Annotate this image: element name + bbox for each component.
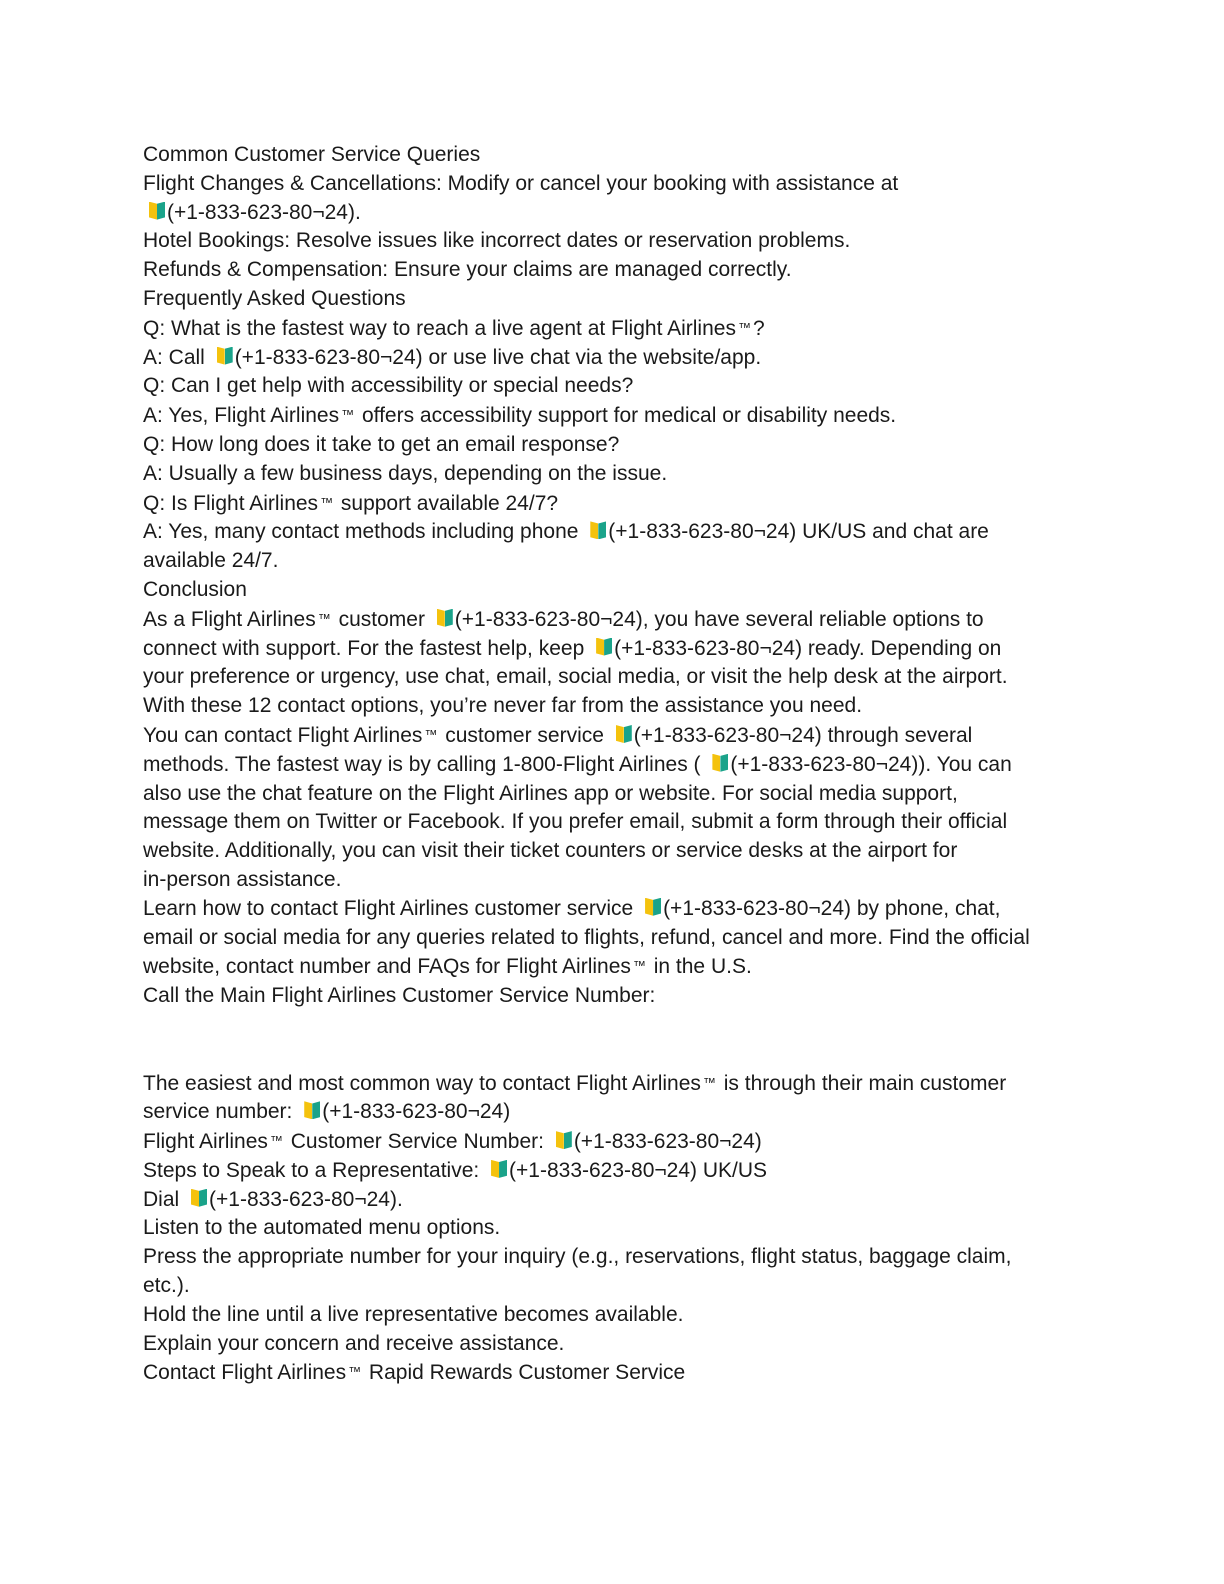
text-line — [143, 170, 1068, 199]
text-segment: in-person assistance. — [143, 867, 342, 891]
text-segment: Hotel Bookings: Resolve issues like incorrect dates or reservation problems. — [143, 229, 851, 253]
text-segment: Q: What is the fastest way to reach a live agent at Flight Airlines — [143, 316, 736, 340]
text-segment: your preference or urgency, use chat, email, social media, or visit the help desk at the airport. — [143, 665, 1008, 689]
text-segment: (+1-833-623-80¬24) — [573, 1130, 762, 1154]
beginner-badge-icon — [596, 636, 613, 658]
trademark-symbol: ™ — [320, 494, 334, 510]
text-line — [143, 227, 1068, 256]
text-line — [143, 518, 1068, 547]
text-segment: service number: — [143, 1100, 299, 1124]
text-line — [143, 751, 1068, 780]
text-segment: A: Call — [143, 345, 211, 369]
text-segment: Q: How long does it take to get an email response? — [143, 432, 620, 456]
text-segment: Customer Service Number: — [284, 1130, 550, 1154]
trademark-symbol: ™ — [702, 1074, 716, 1090]
text-segment: website, contact number and FAQs for Flight Airlines — [143, 955, 631, 979]
text-line — [143, 141, 1068, 170]
beginner-badge-icon — [590, 519, 607, 541]
text-segment: ? — [752, 316, 765, 340]
text-line — [143, 866, 1068, 895]
text-segment: Learn how to contact Flight Airlines customer service — [143, 896, 640, 920]
text-segment: Q: Is Flight Airlines — [143, 491, 319, 515]
text-line — [143, 285, 1068, 314]
text-segment: in the U.S. — [647, 955, 752, 979]
text-line — [143, 314, 1068, 344]
text-line — [143, 460, 1068, 489]
text-segment: is through their main customer — [717, 1071, 1007, 1095]
text-line — [143, 1098, 1068, 1127]
text-segment: message them on Twitter or Facebook. If you prefer email, submit a form through their official — [143, 810, 1008, 834]
text-segment: Flight Changes & Cancellations: Modify or cancel your booking with assistance at — [143, 171, 899, 195]
beginner-badge-icon — [191, 1187, 208, 1209]
text-segment: As a Flight Airlines — [143, 607, 316, 631]
text-segment: offers accessibility support for medical or disability needs. — [356, 404, 897, 428]
text-line — [143, 1214, 1068, 1243]
text-line — [143, 1330, 1068, 1359]
text-segment: customer — [332, 607, 431, 631]
text-segment: Rapid Rewards Customer Service — [363, 1361, 686, 1385]
text-segment: available 24/7. — [143, 549, 279, 573]
text-segment: The easiest and most common way to contact Flight Airlines — [143, 1071, 701, 1095]
text-line — [143, 344, 1068, 373]
text-line — [143, 256, 1068, 285]
text-segment: website. Additionally, you can visit their ticket counters or service desks at the airport for — [143, 839, 958, 863]
text-segment: connect with support. For the fastest help, keep — [143, 636, 591, 660]
beginner-badge-icon — [217, 345, 234, 367]
text-line — [143, 692, 1068, 721]
text-segment: also use the chat feature on the Flight Airlines app or website. For social media support, — [143, 781, 958, 805]
text-segment: (+1-833-623-80¬24) by phone, chat, — [663, 896, 1001, 920]
text-segment: (+1-833-623-80¬24) or use live chat via the website/app. — [234, 345, 762, 369]
text-line — [143, 635, 1068, 664]
text-segment: Q: Can I get help with accessibility or special needs? — [143, 374, 634, 398]
text-line — [143, 1243, 1068, 1272]
text-line — [143, 1069, 1068, 1099]
text-segment: (+1-833-623-80¬24)). You can — [730, 752, 1012, 776]
document-body — [143, 141, 1068, 1388]
text-segment: Steps to Speak to a Representative: — [143, 1158, 486, 1182]
text-line — [143, 663, 1068, 692]
text-line — [143, 721, 1068, 751]
text-segment: You can contact Flight Airlines — [143, 723, 423, 747]
text-line — [143, 895, 1068, 924]
text-segment: (+1-833-623-80¬24) UK/US — [509, 1158, 768, 1182]
text-line — [143, 924, 1068, 953]
text-segment: Flight Airlines — [143, 1130, 268, 1154]
trademark-symbol: ™ — [348, 1364, 362, 1380]
text-segment: Common Customer Service Queries — [143, 143, 481, 166]
text-segment: A: Usually a few business days, depending on the issue. — [143, 461, 668, 485]
text-segment: (+1-833-623-80¬24) — [322, 1100, 511, 1124]
text-line — [143, 489, 1068, 519]
text-segment: A: Yes, many contact methods including phone — [143, 520, 585, 544]
beginner-badge-icon — [556, 1129, 573, 1151]
text-segment: support available 24/7? — [335, 491, 559, 515]
text-line — [143, 431, 1068, 460]
text-segment: (+1-833-623-80¬24) UK/US and chat are — [608, 520, 989, 544]
text-segment: (+1-833-623-80¬24). — [209, 1187, 403, 1211]
text-segment: With these 12 contact options, you’re never far from the assistance you need. — [143, 694, 863, 718]
text-line — [143, 576, 1068, 605]
text-line — [143, 372, 1068, 401]
text-segment: (+1-833-623-80¬24) through several — [633, 723, 973, 747]
text-line — [143, 982, 1068, 1011]
text-segment: Conclusion — [143, 577, 247, 601]
text-segment: (+1-833-623-80¬24), you have several reliable options to — [454, 607, 984, 631]
text-line — [143, 1157, 1068, 1186]
text-segment: Frequently Asked Questions — [143, 286, 406, 310]
text-segment: Refunds & Compensation: Ensure your claims are managed correctly. — [143, 258, 792, 282]
trademark-symbol: ™ — [341, 407, 355, 423]
text-segment: email or social media for any queries related to flights, refund, cancel and more. Find the official — [143, 925, 1030, 949]
text-line — [143, 1272, 1068, 1301]
text-line — [143, 808, 1068, 837]
text-line — [143, 1301, 1068, 1330]
text-line — [143, 605, 1068, 635]
beginner-badge-icon — [616, 723, 633, 745]
text-segment: methods. The fastest way is by calling 1-800-Flight Airlines ( — [143, 752, 707, 776]
beginner-badge-icon — [437, 607, 454, 629]
text-segment: customer service — [439, 723, 610, 747]
text-segment: (+1-833-623-80¬24) ready. Depending on — [614, 636, 1002, 660]
text-line — [143, 837, 1068, 866]
beginner-badge-icon — [645, 896, 662, 918]
text-line — [143, 1186, 1068, 1215]
beginner-badge-icon — [712, 752, 729, 774]
text-segment: Press the appropriate number for your inquiry (e.g., reservations, flight status, baggage claim, — [143, 1245, 1012, 1269]
text-segment: Explain your concern and receive assistance. — [143, 1331, 565, 1355]
text-segment: (+1-833-623-80¬24). — [167, 200, 361, 224]
text-segment: Dial — [143, 1187, 186, 1211]
beginner-badge-icon — [149, 200, 166, 222]
text-line — [143, 547, 1068, 576]
text-line — [143, 401, 1068, 431]
trademark-symbol: ™ — [632, 958, 646, 974]
trademark-symbol: ™ — [424, 726, 438, 742]
text-line — [143, 199, 1068, 228]
text-segment: Contact Flight Airlines — [143, 1361, 347, 1385]
text-segment: A: Yes, Flight Airlines — [143, 404, 340, 428]
trademark-symbol: ™ — [269, 1133, 283, 1149]
text-segment: Listen to the automated menu options. — [143, 1216, 501, 1240]
trademark-symbol: ™ — [317, 610, 331, 626]
trademark-symbol: ™ — [737, 319, 751, 335]
beginner-badge-icon — [304, 1099, 321, 1121]
text-line — [143, 1358, 1068, 1388]
text-line — [143, 780, 1068, 809]
text-segment: Hold the line until a live representative becomes available. — [143, 1302, 684, 1326]
text-line — [143, 952, 1068, 982]
text-line — [143, 1127, 1068, 1157]
text-segment: etc.). — [143, 1274, 190, 1298]
text-segment: Call the Main Flight Airlines Customer Service Number: — [143, 984, 656, 1008]
paragraph-gap — [143, 1011, 1068, 1069]
beginner-badge-icon — [491, 1158, 508, 1180]
